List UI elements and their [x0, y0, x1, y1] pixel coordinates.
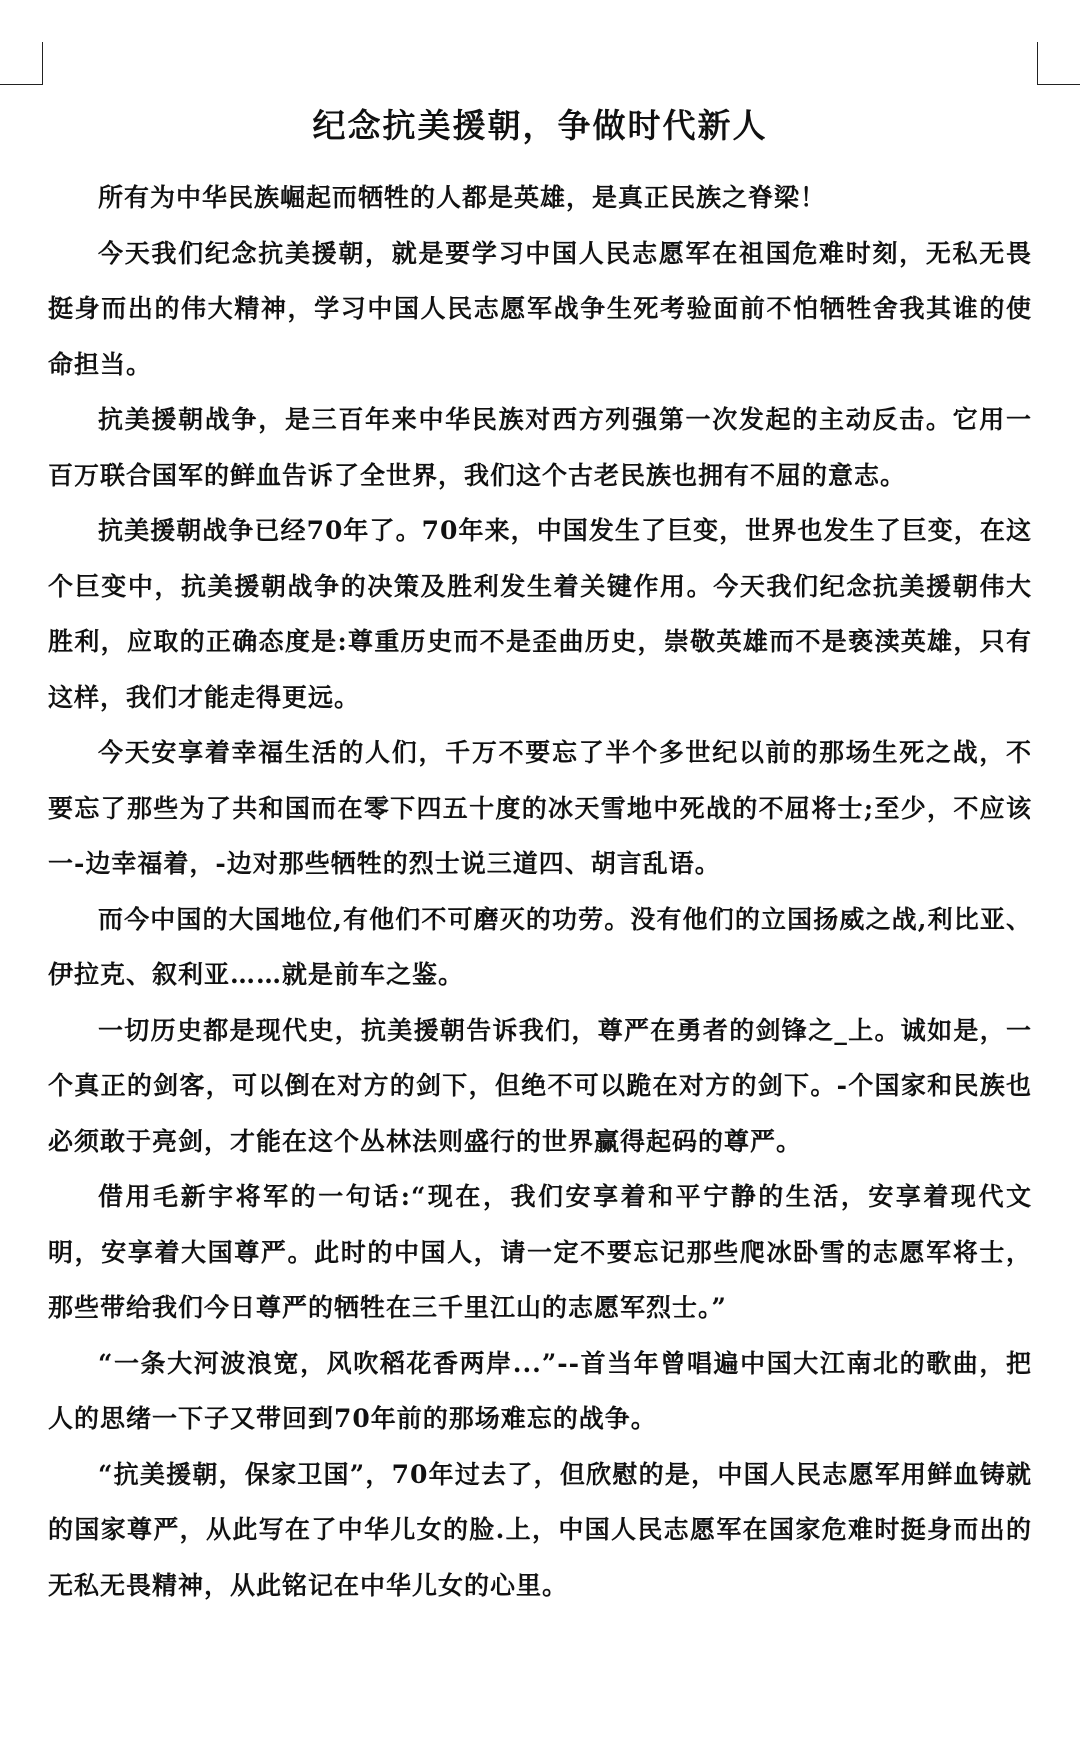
crop-mark-top-left: [0, 42, 43, 85]
paragraph: “抗美援朝，保家卫国”，70年过去了，但欣慰的是，中国人民志愿军用鲜血铸就的国家尊严，从此写在了中华儿女的脸.上，中国人民志愿军在国家危难时挺身而出的无私无畏精神，从此铭记在中华儿女的心里。: [48, 1459, 1032, 1600]
paragraph: 借用毛新宇将军的一句话:“现在，我们安享着和平宁静的生活，安享着现代文明，安享着大国尊严。此时的中国人，请一定不要忘记那些爬冰卧雪的志愿军将士，那些带给我们今日尊严的牺牲在三千里江山的志愿军烈士。”: [48, 1182, 1032, 1322]
paragraph: “一条大河波浪宽，风吹稻花香两岸...”--首当年曾唱遍中国大江南北的歌曲，把人的思绪一下子又带回到70年前的那场难忘的战争。: [48, 1348, 1032, 1433]
crop-mark-top-right: [1037, 42, 1080, 85]
paragraph: 今天我们纪念抗美援朝，就是要学习中国人民志愿军在祖国危难时刻，无私无畏挺身而出的伟大精神，学习中国人民志愿军战争生死考验面前不怕牺牲舍我其谁的使命担当。: [48, 238, 1032, 379]
paragraph: 今天安享着幸福生活的人们，千万不要忘了半个多世纪以前的那场生死之战，不要忘了那些为了共和国而在零下四五十度的冰天雪地中死战的不屈将士;至少，不应该一-边幸福着，-边对那些牺牲的烈士说三道四、胡言乱语。: [48, 738, 1032, 878]
paragraph: 抗美援朝战争已经70年了。70年来，中国发生了巨变，世界也发生了巨变，在这个巨变中，抗美援朝战争的决策及胜利发生着关键作用。今天我们纪念抗美援朝伟大胜利，应取的正确态度是:尊重历史而不是歪曲历史，崇敬英雄而不是亵渎英雄，只有这样，我们才能走得更远。: [48, 516, 1032, 712]
document-page: [48, 96, 1032, 1613]
paragraph: 所有为中华民族崛起而牺牲的人都是英雄，是真正民族之脊梁！: [98, 183, 827, 212]
paragraph: 一切历史都是现代史，抗美援朝告诉我们，尊严在勇者的剑锋之_上。诚如是，一个真正的剑客，可以倒在对方的剑下，但绝不可以跪在对方的剑下。-个国家和民族也必须敢于亮剑，才能在这个丛林法则盛行的世界赢得起码的尊严。: [48, 1015, 1032, 1156]
document-title: 纪念抗美援朝，争做时代新人: [312, 106, 768, 145]
paragraph: 抗美援朝战争，是三百年来中华民族对西方列强第一次发起的主动反击。它用一百万联合国军的鲜血告诉了全世界，我们这个古老民族也拥有不屈的意志。: [48, 405, 1032, 490]
paragraph: 而今中国的大国地位,有他们不可磨灭的功劳。没有他们的立国扬威之战,利比亚、伊拉克、叙利亚……就是前车之鉴。: [48, 904, 1032, 989]
